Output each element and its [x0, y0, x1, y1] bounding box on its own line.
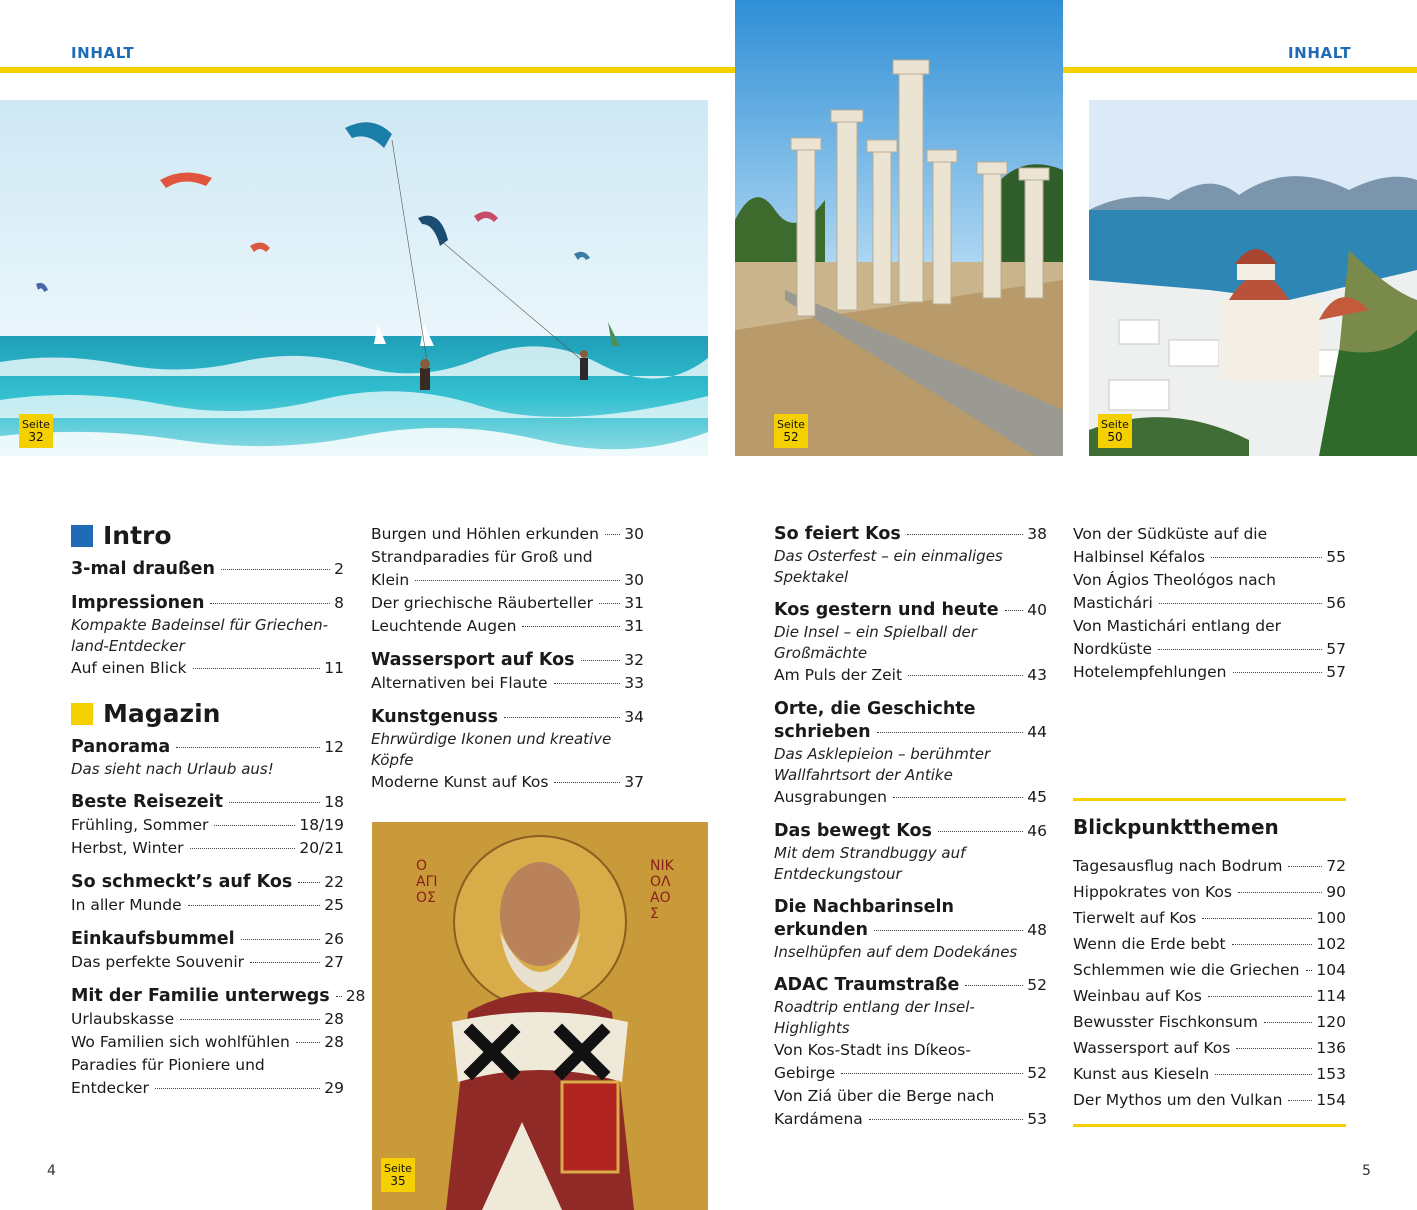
dot-leader: [1236, 1048, 1312, 1049]
dot-leader: [296, 1042, 320, 1043]
toc-entry[interactable]: [71, 1031, 344, 1054]
toc-subtitle: Das sieht nach Urlaub aus!: [71, 760, 274, 778]
toc-subtitle: Das Osterfest – ein einmaliges: [774, 547, 1003, 565]
toc-subtitle: Entdeckungstour: [774, 865, 902, 883]
toc-page-number: 40: [1027, 601, 1047, 619]
toc-entry-title: Frühling, Sommer: [71, 816, 209, 834]
toc-entry-title: In aller Munde: [71, 896, 182, 914]
toc-column-4: [1073, 523, 1346, 684]
toc-entry-title: Urlaubskasse: [71, 1010, 175, 1028]
church-photo: [1089, 100, 1417, 456]
toc-entry[interactable]: [71, 657, 344, 680]
toc-entry-title: Nordküste: [1073, 640, 1153, 658]
toc-heading-entry[interactable]: [71, 985, 366, 1008]
dot-leader: [599, 603, 620, 604]
toc-entry-title: Kardámena: [774, 1110, 863, 1128]
toc-entry[interactable]: [71, 1008, 344, 1031]
toc-heading-entry[interactable]: [774, 721, 1047, 744]
toc-entry-title: Weinbau auf Kos: [1073, 987, 1202, 1005]
toc-entry-title: Wassersport auf Kos: [1073, 1039, 1231, 1057]
section-magazin: [71, 699, 344, 728]
toc-page-number: 30: [624, 525, 644, 543]
toc-entry[interactable]: [71, 837, 344, 860]
header-label-left: INHALT: [71, 44, 135, 62]
toc-subtitle: Spektakel: [774, 568, 849, 586]
toc-entry-title: So feiert Kos: [774, 524, 901, 544]
page-badge-kite: Seite 32: [19, 414, 53, 448]
toc-page-number: 29: [324, 1079, 344, 1097]
section-title-intro: Intro: [103, 521, 172, 550]
toc-page-number: 28: [324, 1010, 344, 1028]
toc-entry-title: erkunden: [774, 920, 868, 940]
dot-leader: [190, 848, 296, 849]
toc-entry-title: Der Mythos um den Vulkan: [1073, 1091, 1283, 1109]
blick-list: [1073, 853, 1346, 1113]
dot-leader: [298, 882, 320, 883]
toc-entry-title: 3-mal draußen: [71, 559, 215, 579]
toc-page-number: 57: [1326, 640, 1346, 658]
dot-leader: [1158, 649, 1322, 650]
toc-heading-entry[interactable]: [774, 599, 1047, 622]
toc-entry-title: Wassersport auf Kos: [371, 650, 575, 670]
toc-page-number: 104: [1316, 961, 1346, 979]
toc-page-number: 28: [345, 987, 366, 1005]
toc-entry[interactable]: [371, 771, 644, 794]
toc-entry-line: Von Kos-Stadt ins Díkeos-: [774, 1041, 971, 1059]
page-number-right: 5: [1362, 1163, 1371, 1179]
toc-page-number: 114: [1316, 987, 1346, 1005]
toc-heading-entry[interactable]: [371, 706, 644, 729]
toc-subtitle: Kompakte Badeinsel für Griechen-: [71, 616, 329, 634]
toc-entry-title: Entdecker: [71, 1079, 149, 1097]
toc-heading-entry[interactable]: [71, 871, 344, 894]
dot-leader: [965, 985, 1023, 986]
toc-entry[interactable]: [1073, 853, 1346, 879]
toc-page-number: 25: [324, 896, 344, 914]
toc-page-number: 20/21: [299, 839, 344, 857]
toc-page-number: 26: [324, 930, 344, 948]
toc-column-1: [71, 521, 366, 1100]
toc-entry-title: Wenn die Erde bebt: [1073, 935, 1226, 953]
intro-square-icon: [71, 525, 93, 547]
dot-leader: [176, 747, 320, 748]
toc-entry-title: Das bewegt Kos: [774, 821, 932, 841]
toc-page-number: 153: [1316, 1065, 1346, 1083]
toc-entry[interactable]: [1073, 638, 1346, 661]
toc-entry[interactable]: [371, 523, 644, 546]
toc-entry-title: Gebirge: [774, 1064, 836, 1082]
toc-page-number: 52: [1027, 1064, 1047, 1082]
dot-leader: [581, 660, 621, 661]
toc-page-number: 52: [1027, 976, 1047, 994]
toc-entry[interactable]: [774, 786, 1047, 809]
toc-entry[interactable]: [371, 569, 644, 592]
section-intro: [71, 521, 344, 550]
dot-leader: [336, 996, 342, 997]
toc-page-number: 31: [624, 594, 644, 612]
toc-entry[interactable]: [71, 814, 344, 837]
columns-photo: [735, 0, 1063, 456]
toc-page-number: 27: [324, 953, 344, 971]
toc-heading-entry[interactable]: [71, 736, 344, 759]
toc-entry[interactable]: [1073, 879, 1346, 905]
toc-page-number: 37: [624, 773, 644, 791]
dot-leader: [1306, 970, 1313, 971]
toc-column-3: [774, 523, 1047, 1131]
dot-leader: [1232, 944, 1313, 945]
dot-leader: [908, 675, 1023, 676]
toc-heading-entry[interactable]: [71, 928, 344, 951]
dot-leader: [221, 569, 330, 570]
toc-page-number: 38: [1027, 525, 1047, 543]
toc-page-number: 2: [334, 560, 344, 578]
toc-entry[interactable]: [71, 894, 344, 917]
toc-entry[interactable]: [1073, 1087, 1346, 1113]
page-badge-church: Seite 50: [1098, 414, 1132, 448]
toc-page-number: 32: [624, 651, 644, 669]
toc-subtitle: Wallfahrtsort der Antike: [774, 766, 953, 784]
toc-page-number: 90: [1326, 883, 1346, 901]
toc-page-number: 8: [334, 594, 344, 612]
dot-leader: [155, 1088, 320, 1089]
toc-subtitle: Großmächte: [774, 644, 868, 662]
blick-title: Blickpunktthemen: [1073, 815, 1279, 839]
toc-subtitle: Die Insel – ein Spielball der: [774, 623, 977, 641]
toc-heading-entry[interactable]: [774, 974, 1047, 997]
toc-entry[interactable]: [774, 664, 1047, 687]
toc-entry[interactable]: [371, 592, 644, 615]
toc-entry-title: Kunst aus Kieseln: [1073, 1065, 1210, 1083]
dot-leader: [1211, 557, 1322, 558]
dot-leader: [180, 1019, 320, 1020]
toc-entry[interactable]: [774, 1062, 1047, 1085]
toc-entry-title: Alternativen bei Flaute: [371, 674, 548, 692]
toc-entry-title: Auf einen Blick: [71, 659, 187, 677]
dot-leader: [1264, 1022, 1312, 1023]
toc-entry-title: Hotelempfehlungen: [1073, 663, 1227, 681]
dot-leader: [1005, 610, 1024, 611]
toc-entry[interactable]: [1073, 661, 1346, 684]
toc-heading-entry[interactable]: [774, 919, 1047, 942]
toc-page-number: 30: [624, 571, 644, 589]
toc-entry-title: Ausgrabungen: [774, 788, 887, 806]
dot-leader: [415, 580, 620, 581]
toc-entry-line: Von Ziá über die Berge nach: [774, 1087, 995, 1105]
toc-entry[interactable]: [1073, 983, 1346, 1009]
header-rule-left: [0, 67, 735, 73]
toc-entry-title: Tagesausflug nach Bodrum: [1073, 857, 1283, 875]
toc-entry[interactable]: [1073, 546, 1346, 569]
dot-leader: [1215, 1074, 1312, 1075]
toc-entry-title: Der griechische Räuberteller: [371, 594, 593, 612]
toc-page-number: 11: [324, 659, 344, 677]
toc-page-number: 57: [1326, 663, 1346, 681]
toc-heading-entry[interactable]: [71, 791, 344, 814]
toc-subtitle: Mit dem Strandbuggy auf: [774, 844, 966, 862]
toc-subtitle: land-Entdecker: [71, 637, 185, 655]
blick-rule-top: [1073, 798, 1346, 801]
toc-page-number: 53: [1027, 1110, 1047, 1128]
dot-leader: [210, 603, 330, 604]
dot-leader: [522, 626, 620, 627]
toc-entry-line: Paradies für Pioniere und: [71, 1056, 265, 1074]
toc-entry-title: Klein: [371, 571, 410, 589]
magazin-square-icon: [71, 703, 93, 725]
toc-entry-title: Mastichári: [1073, 594, 1153, 612]
dot-leader: [1288, 866, 1322, 867]
toc-entry-title: Burgen und Höhlen erkunden: [371, 525, 599, 543]
toc-entry[interactable]: [1073, 1009, 1346, 1035]
toc-heading-entry[interactable]: [774, 523, 1047, 546]
dot-leader: [1233, 672, 1323, 673]
toc-entry-title: Tierwelt auf Kos: [1073, 909, 1197, 927]
toc-entry[interactable]: [1073, 931, 1346, 957]
toc-heading-entry[interactable]: [71, 592, 344, 615]
toc-page-number: 102: [1316, 935, 1346, 953]
dot-leader: [869, 1119, 1023, 1120]
toc-entry-title: Beste Reisezeit: [71, 792, 223, 812]
toc-entry-title: Wo Familien sich wohlfühlen: [71, 1033, 290, 1051]
toc-page-number: 120: [1316, 1013, 1346, 1031]
toc-page-number: 44: [1027, 723, 1047, 741]
toc-page-number: 12: [324, 738, 344, 756]
section-title-magazin: Magazin: [103, 699, 221, 728]
toc-subtitle: Roadtrip entlang der Insel-Highlights: [774, 998, 975, 1037]
toc-heading-entry[interactable]: [774, 820, 1047, 843]
toc-entry[interactable]: [1073, 592, 1346, 615]
toc-entry-title: Leuchtende Augen: [371, 617, 517, 635]
dot-leader: [241, 939, 321, 940]
toc-entry[interactable]: [371, 672, 644, 695]
dot-leader: [188, 905, 321, 906]
toc-entry-title: Schlemmen wie die Griechen: [1073, 961, 1300, 979]
dot-leader: [605, 534, 620, 535]
toc-heading-line: Die Nachbarinseln: [774, 897, 954, 917]
dot-leader: [250, 962, 320, 963]
page-badge-columns: Seite 52: [774, 414, 808, 448]
toc-page-number: 100: [1316, 909, 1346, 927]
toc-page-number: 45: [1027, 788, 1047, 806]
dot-leader: [1208, 996, 1313, 997]
toc-entry[interactable]: [371, 615, 644, 638]
icon-lettering-left: Ο ΑΓΙΟΣ: [416, 858, 438, 906]
toc-page-number: 154: [1316, 1091, 1346, 1109]
toc-entry-line: Von Mastichári entlang der: [1073, 617, 1281, 635]
toc-entry-title: ADAC Traumstraße: [774, 975, 960, 995]
toc-subtitle: Inselhüpfen auf dem Dodekánes: [774, 943, 1018, 961]
toc-page-number: 18: [324, 793, 344, 811]
dot-leader: [841, 1073, 1023, 1074]
toc-entry-line: Von der Südküste auf die: [1073, 525, 1268, 543]
dot-leader: [877, 732, 1024, 733]
toc-page-number: 28: [324, 1033, 344, 1051]
toc-page-number: 31: [624, 617, 644, 635]
dot-leader: [1288, 1100, 1312, 1101]
toc-page-number: 34: [624, 708, 644, 726]
toc-entry[interactable]: [1073, 905, 1346, 931]
header-rule-right: [1063, 67, 1417, 73]
toc-entry[interactable]: [1073, 957, 1346, 983]
dot-leader: [938, 831, 1023, 832]
toc-page-number: 55: [1326, 548, 1346, 566]
dot-leader: [1238, 892, 1322, 893]
toc-page-number: 18/19: [299, 816, 344, 834]
dot-leader: [1159, 603, 1322, 604]
toc-entry-line: Von Ágios Theológos nach: [1073, 571, 1276, 589]
dot-leader: [893, 797, 1023, 798]
dot-leader: [907, 534, 1023, 535]
dot-leader: [229, 802, 320, 803]
toc-entry[interactable]: [1073, 1035, 1346, 1061]
toc-entry-title: Panorama: [71, 737, 171, 757]
toc-entry-title: Bewusster Fischkonsum: [1073, 1013, 1258, 1031]
toc-page-number: 33: [624, 674, 644, 692]
toc-entry-title: Kos gestern und heute: [774, 600, 999, 620]
page-badge-icon: Seite 35: [381, 1158, 415, 1192]
kitesurf-photo: [0, 100, 708, 456]
toc-entry[interactable]: [1073, 1061, 1346, 1087]
toc-page-number: 136: [1316, 1039, 1346, 1057]
toc-entry-title: schrieben: [774, 722, 871, 742]
toc-entry[interactable]: [71, 1077, 344, 1100]
toc-page-number: 48: [1027, 921, 1047, 939]
toc-entry-title: Kunstgenuss: [371, 707, 499, 727]
toc-page-number: 43: [1027, 666, 1047, 684]
toc-entry-title: Halbinsel Kéfalos: [1073, 548, 1206, 566]
header-label-right: INHALT: [1288, 44, 1352, 62]
toc-heading-entry[interactable]: [371, 649, 644, 672]
dot-leader: [554, 683, 621, 684]
dot-leader: [214, 825, 295, 826]
dot-leader: [874, 930, 1023, 931]
toc-column-2: [371, 523, 644, 794]
toc-page-number: 72: [1326, 857, 1346, 875]
dot-leader: [1202, 918, 1312, 919]
dot-leader: [193, 668, 321, 669]
dot-leader: [554, 782, 620, 783]
toc-entry[interactable]: [774, 1108, 1047, 1131]
toc-entry-line: Strandparadies für Groß und: [371, 548, 593, 566]
toc-heading-entry[interactable]: [71, 558, 344, 581]
toc-entry-title: So schmeckt’s auf Kos: [71, 872, 293, 892]
toc-entry-title: Impressionen: [71, 593, 205, 613]
toc-subtitle: Das Asklepieion – berühmter: [774, 745, 991, 763]
toc-entry-title: Einkaufsbummel: [71, 929, 235, 949]
blick-rule-bottom: [1073, 1124, 1346, 1127]
toc-entry-title: Am Puls der Zeit: [774, 666, 903, 684]
toc-page-number: 46: [1027, 822, 1047, 840]
page-number-left: 4: [47, 1163, 56, 1179]
toc-entry-title: Hippokrates von Kos: [1073, 883, 1232, 901]
toc-entry-title: Herbst, Winter: [71, 839, 184, 857]
toc-entry-title: Mit der Familie unterwegs: [71, 986, 330, 1006]
toc-page-number: 22: [324, 873, 344, 891]
icon-lettering-right: ΝΙΚΟΛΑΟΣ: [650, 858, 674, 922]
toc-entry-title: Moderne Kunst auf Kos: [371, 773, 549, 791]
toc-page-number: 56: [1326, 594, 1346, 612]
saint-nicholas-icon-photo: [372, 822, 708, 1210]
toc-entry[interactable]: [71, 951, 344, 974]
toc-entry-title: Das perfekte Souvenir: [71, 953, 245, 971]
toc-subtitle: Ehrwürdige Ikonen und kreative Köpfe: [371, 730, 612, 769]
dot-leader: [504, 717, 620, 718]
toc-heading-line: Orte, die Geschichte: [774, 699, 976, 719]
